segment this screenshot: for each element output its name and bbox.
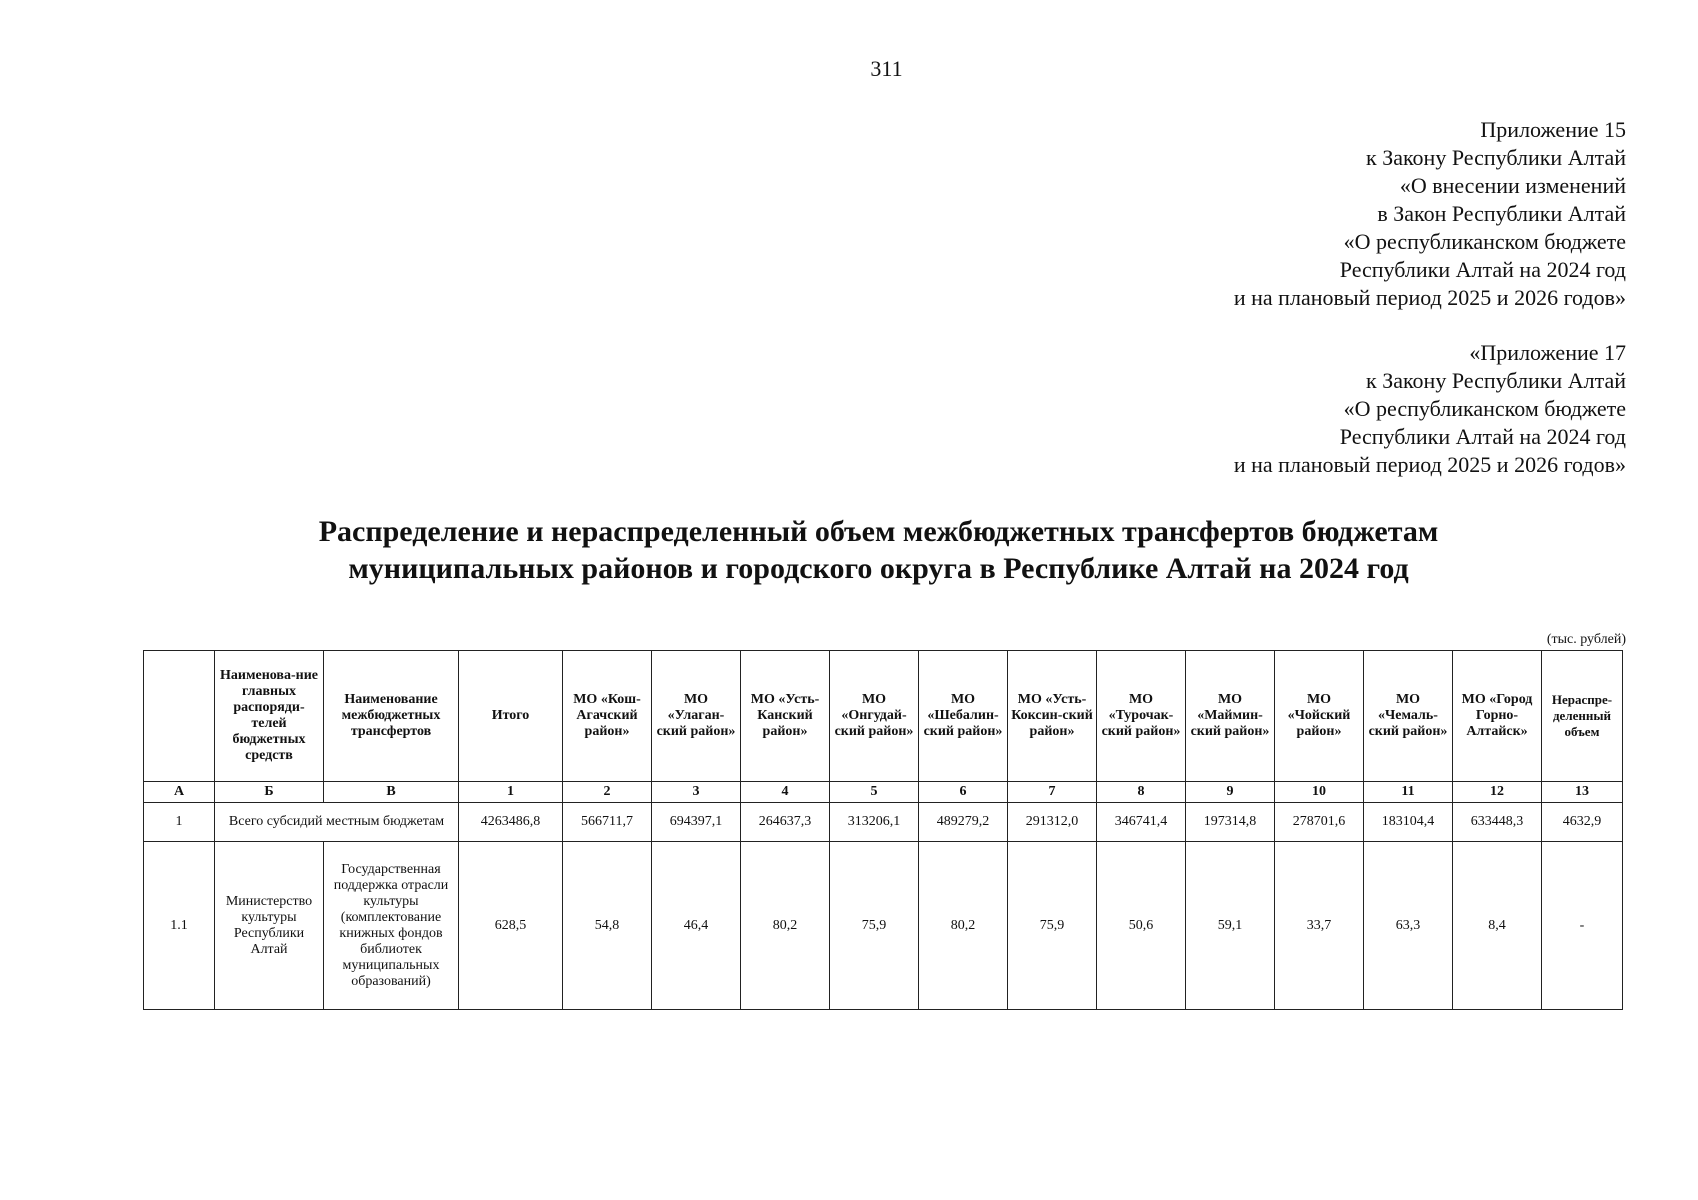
column-letter: 12	[1453, 782, 1542, 803]
column-letter: Б	[215, 782, 324, 803]
table-row	[144, 842, 1623, 1010]
cell-value: 694397,1	[652, 803, 741, 842]
header-district: МО «Усть-Канский район»	[741, 651, 830, 782]
header-district: МО «Шебалин-ский район»	[919, 651, 1008, 782]
appendix-15-line: Приложение 15	[1480, 117, 1626, 142]
cell-value: 489279,2	[919, 803, 1008, 842]
document-title-line-2: муниципальных районов и городского округа в Республике Алтай на 2024 год	[348, 552, 1409, 585]
column-letter: В	[324, 782, 459, 803]
header-transfer-name: Наименование межбюджетных трансфертов	[324, 651, 459, 782]
appendix-15-line: «О внесении изменений	[1399, 173, 1626, 198]
header-undistributed: Нераспре-деленный объем	[1542, 651, 1623, 782]
appendix-15-line: в Закон Республики Алтай	[1377, 201, 1626, 226]
row-name: Всего субсидий местным бюджетам	[215, 803, 459, 842]
column-letter: 13	[1542, 782, 1623, 803]
header-district: МО «Чойский район»	[1275, 651, 1364, 782]
column-letter: 4	[741, 782, 830, 803]
appendix-17-line: и на плановый период 2025 и 2026 годов»	[1233, 452, 1626, 477]
header-district: МО «Турочак-ский район»	[1097, 651, 1186, 782]
header-district: МО «Усть-Коксин-ский район»	[1008, 651, 1097, 782]
column-letter: 10	[1275, 782, 1364, 803]
appendix-17-line: Республики Алтай на 2024 год	[1339, 424, 1626, 449]
cell-value: 313206,1	[830, 803, 919, 842]
table-header-row	[144, 651, 1623, 782]
column-letter: А	[144, 782, 215, 803]
header-manager: Наименова-ние главных распоряди-телей бюджетных средств	[215, 651, 324, 782]
appendix-15-line: к Закону Республики Алтай	[1366, 145, 1626, 170]
cell-value: 75,9	[1008, 842, 1097, 1010]
appendix-17-line: к Закону Республики Алтай	[1366, 368, 1626, 393]
row-manager: Министерство культуры Республики Алтай	[215, 842, 324, 1010]
appendix-15-line: и на плановый период 2025 и 2026 годов»	[1233, 285, 1626, 310]
column-letter: 3	[652, 782, 741, 803]
column-letter: 7	[1008, 782, 1097, 803]
transfers-table	[143, 650, 1623, 1010]
header-district: МО «Онгудай-ский район»	[830, 651, 919, 782]
column-letter: 2	[563, 782, 652, 803]
cell-total: 628,5	[459, 842, 563, 1010]
cell-value: 80,2	[919, 842, 1008, 1010]
header-district: МО «Город Горно-Алтайск»	[1453, 651, 1542, 782]
table-row-total	[144, 803, 1623, 842]
cell-value: 8,4	[1453, 842, 1542, 1010]
cell-value: 633448,3	[1453, 803, 1542, 842]
cell-value: 346741,4	[1097, 803, 1186, 842]
appendix-17-line: «О республиканском бюджете	[1343, 396, 1626, 421]
page-number: 311	[870, 56, 903, 81]
column-letter: 11	[1364, 782, 1453, 803]
header-district: МО «Улаган-ский район»	[652, 651, 741, 782]
cell-undistributed: 4632,9	[1542, 803, 1623, 842]
appendix-15-header	[1234, 116, 1626, 312]
document-title-line-1: Распределение и нераспределенный объем межбюджетных трансфертов бюджетам	[318, 515, 1439, 548]
cell-value: 566711,7	[563, 803, 652, 842]
cell-value: 50,6	[1097, 842, 1186, 1010]
cell-value: 54,8	[563, 842, 652, 1010]
cell-undistributed: -	[1542, 842, 1623, 1010]
document-title	[0, 513, 1698, 587]
row-number: 1	[144, 803, 215, 842]
row-transfer-name: Государственная поддержка отрасли культуры (комплектование книжных фондов библиотек муниципальных образований)	[324, 842, 459, 1010]
units-label: (тыс. рублей)	[1546, 632, 1626, 647]
column-letter: 6	[919, 782, 1008, 803]
cell-value: 291312,0	[1008, 803, 1097, 842]
cell-value: 197314,8	[1186, 803, 1275, 842]
cell-value: 33,7	[1275, 842, 1364, 1010]
appendix-17-line: «Приложение 17	[1469, 340, 1626, 365]
column-letter: 5	[830, 782, 919, 803]
cell-value: 46,4	[652, 842, 741, 1010]
cell-value: 80,2	[741, 842, 830, 1010]
header-district: МО «Маймин-ский район»	[1186, 651, 1275, 782]
column-letter: 9	[1186, 782, 1275, 803]
column-letter: 1	[459, 782, 563, 803]
column-letters-row	[144, 782, 1623, 803]
header-district: МО «Кош-Агачский район»	[563, 651, 652, 782]
cell-value: 59,1	[1186, 842, 1275, 1010]
cell-total: 4263486,8	[459, 803, 563, 842]
appendix-15-line: «О республиканском бюджете	[1343, 229, 1626, 254]
appendix-15-line: Республики Алтай на 2024 год	[1339, 257, 1626, 282]
cell-value: 183104,4	[1364, 803, 1453, 842]
header-row-number	[144, 651, 215, 782]
row-number: 1.1	[144, 842, 215, 1010]
column-letter: 8	[1097, 782, 1186, 803]
appendix-17-header	[1234, 339, 1626, 479]
cell-value: 63,3	[1364, 842, 1453, 1010]
header-total: Итого	[459, 651, 563, 782]
cell-value: 278701,6	[1275, 803, 1364, 842]
cell-value: 264637,3	[741, 803, 830, 842]
header-district: МО «Чемаль-ский район»	[1364, 651, 1453, 782]
cell-value: 75,9	[830, 842, 919, 1010]
